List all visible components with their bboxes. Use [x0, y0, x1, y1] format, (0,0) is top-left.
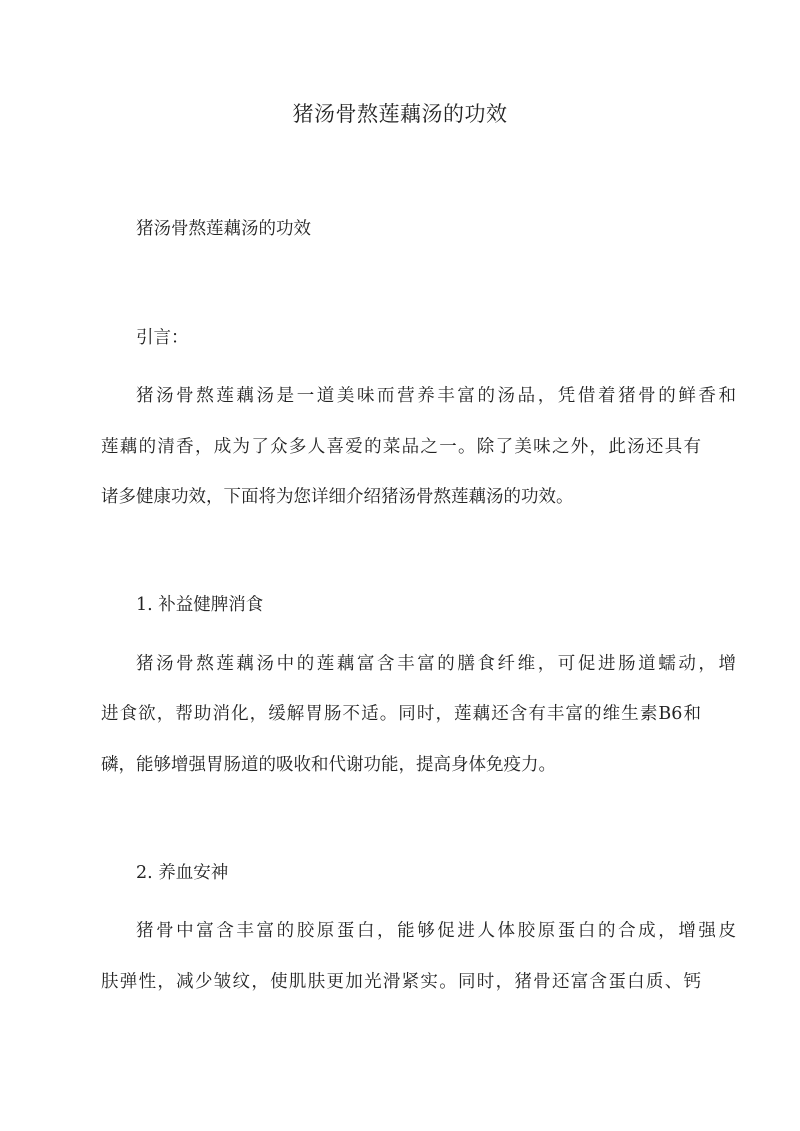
- section-1-heading: 1. 补益健脾消食: [136, 595, 264, 615]
- section-1-paragraph-line: 猪汤骨熬莲藕汤中的莲藕富含丰富的膳食纤维，可促进肠道蠕动，增: [136, 654, 736, 674]
- section-2-paragraph-line: 猪骨中富含丰富的胶原蛋白，能够促进人体胶原蛋白的合成，增强皮: [136, 921, 736, 941]
- intro-paragraph-line: 莲藕的清香，成为了众多人喜爱的菜品之一。除了美味之外，此汤还具有: [101, 437, 701, 457]
- intro-paragraph-line: 猪汤骨熬莲藕汤是一道美味而营养丰富的汤品，凭借着猪骨的鲜香和: [136, 386, 736, 406]
- document-subtitle: 猪汤骨熬莲藕汤的功效: [136, 219, 311, 239]
- section-1-paragraph-line: 磷，能够增强胃肠道的吸收和代谢功能，提高身体免疫力。: [101, 755, 556, 775]
- section-1-paragraph-line: 进食欲，帮助消化，缓解胃肠不适。同时，莲藕还含有丰富的维生素B6和: [101, 704, 701, 724]
- intro-paragraph-line: 诸多健康功效，下面将为您详细介绍猪汤骨熬莲藕汤的功效。: [101, 487, 574, 507]
- section-2-heading: 2. 养血安神: [136, 863, 229, 883]
- intro-heading: 引言：: [136, 328, 189, 348]
- document-title: 猪汤骨熬莲藕汤的功效: [292, 102, 508, 126]
- section-2-paragraph-line: 肤弹性，减少皱纹，使肌肤更加光滑紧实。同时，猪骨还富含蛋白质、钙: [101, 972, 701, 992]
